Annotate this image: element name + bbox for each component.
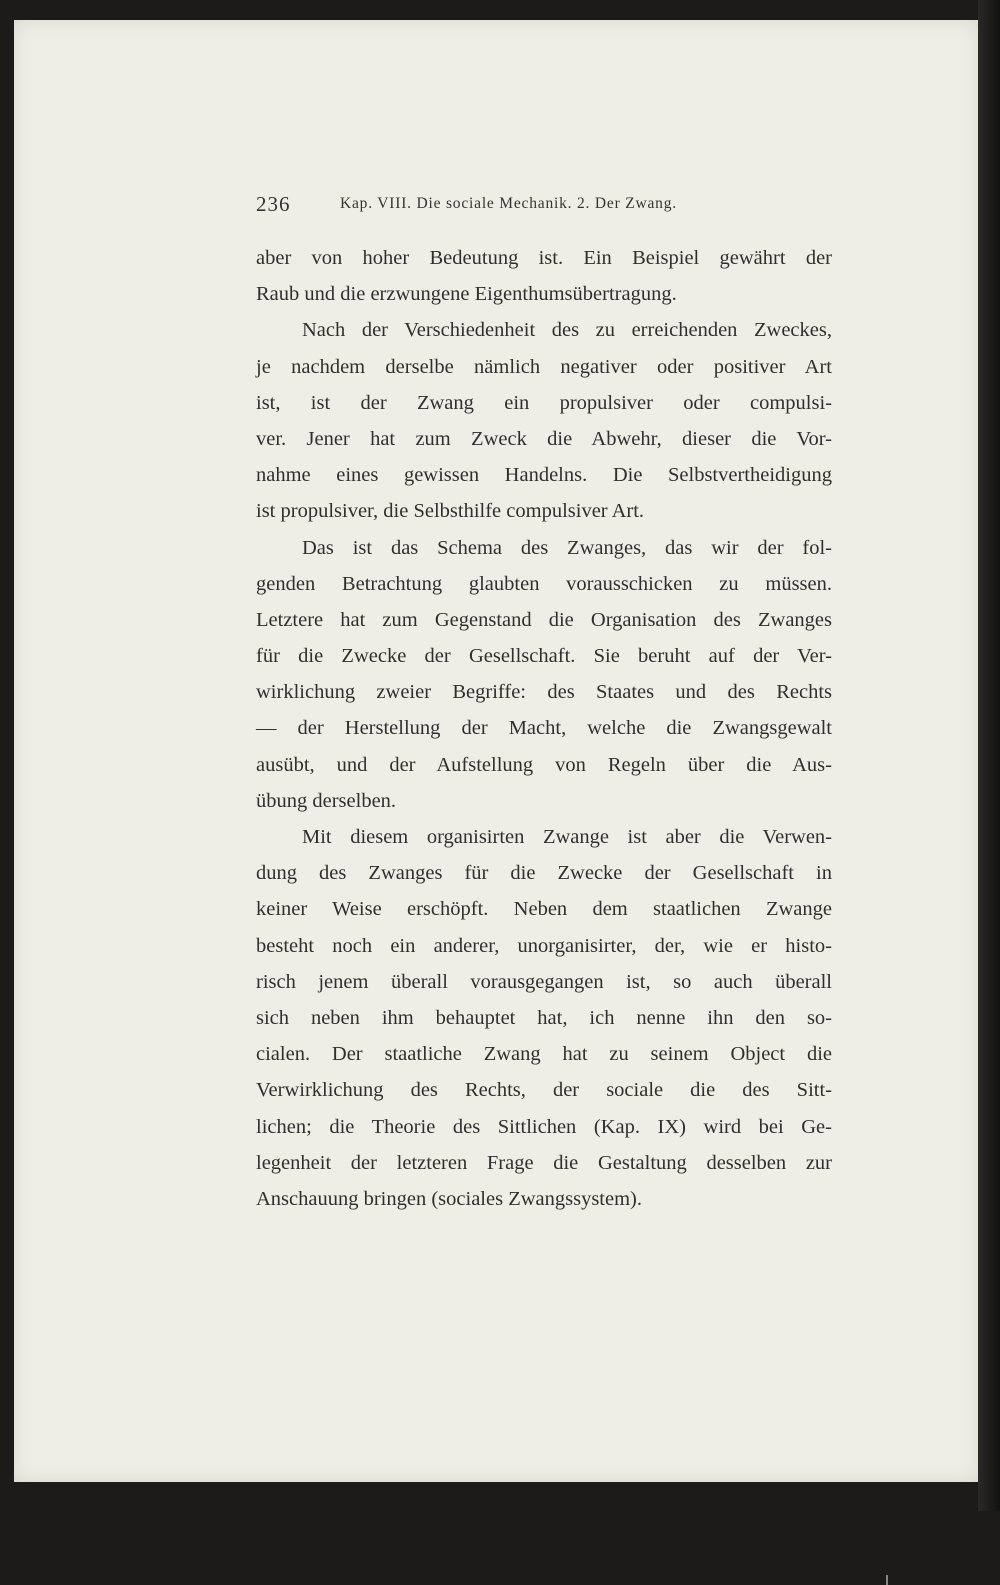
text-line: legenheit der letzteren Frage die Gestaltung desselben zur xyxy=(256,1151,832,1174)
text-line: wirklichung zweier Begriffe: des Staates und des Rechts xyxy=(256,681,832,704)
text-line: Das ist das Schema des Zwanges, das wir der fol- xyxy=(302,536,832,559)
text-line: keiner Weise erschöpft. Neben dem staatlichen Zwange xyxy=(256,898,832,921)
text-line: lichen; die Theorie des Sittlichen (Kap. IX) wird bei Ge- xyxy=(256,1115,832,1138)
text-line: je nachdem derselbe nämlich negativer oder positiver Art xyxy=(256,355,832,378)
text-line: für die Zwecke der Gesellschaft. Sie beruht auf der Ver- xyxy=(256,645,832,668)
text-line: genden Betrachtung glaubten vorausschicken zu müssen. xyxy=(256,572,832,595)
text-line: aber von hoher Bedeutung ist. Ein Beispiel gewährt der xyxy=(256,247,832,269)
text-line: Mit diesem organisirten Zwange ist aber die Verwen- xyxy=(302,826,832,848)
body-text xyxy=(256,240,832,1217)
text-line: ist, ist der Zwang ein propulsiver oder compulsi- xyxy=(256,391,832,414)
text-line: Letztere hat zum Gegenstand die Organisation des Zwanges xyxy=(256,608,832,631)
text-line: übung derselben. xyxy=(256,789,397,812)
page-number: 236 xyxy=(256,192,291,216)
text-line: besteht noch ein anderer, unorganisirter, der, wie er histo- xyxy=(256,934,832,957)
text-line: Verwirklichung des Rechts, der sociale die des Sitt- xyxy=(256,1079,832,1102)
scan-edge xyxy=(978,0,1000,1511)
margin-speck xyxy=(886,1575,888,1585)
text-line: ist propulsiver, die Selbsthilfe compulsiver Art. xyxy=(256,500,645,523)
text-line: sich neben ihm behauptet hat, ich nenne ihn den so- xyxy=(256,1006,832,1029)
text-line: risch jenem überall vorausgegangen ist, so auch überall xyxy=(256,970,832,993)
text-line: Raub und die erzwungene Eigenthumsübertragung. xyxy=(256,283,677,306)
running-head: Kap. VIII. Die sociale Mechanik. 2. Der Zwang. xyxy=(340,195,677,212)
text-line: ver. Jener hat zum Zweck die Abwehr, dieser die Vor- xyxy=(256,427,832,450)
text-line: dung des Zwanges für die Zwecke der Gesellschaft in xyxy=(256,862,832,885)
text-line: — der Herstellung der Macht, welche die Zwangsgewalt xyxy=(256,717,832,740)
text-line: Anschauung bringen (sociales Zwangssystem). xyxy=(256,1187,642,1210)
text-line: cialen. Der staatliche Zwang hat zu seinem Object die xyxy=(256,1043,832,1066)
page-header xyxy=(256,192,836,222)
text-line: Nach der Verschiedenheit des zu erreichenden Zweckes, xyxy=(302,319,832,342)
text-line: ausübt, und der Aufstellung von Regeln über die Aus- xyxy=(256,753,832,776)
text-line: nahme eines gewissen Handelns. Die Selbstvertheidigung xyxy=(256,464,832,487)
